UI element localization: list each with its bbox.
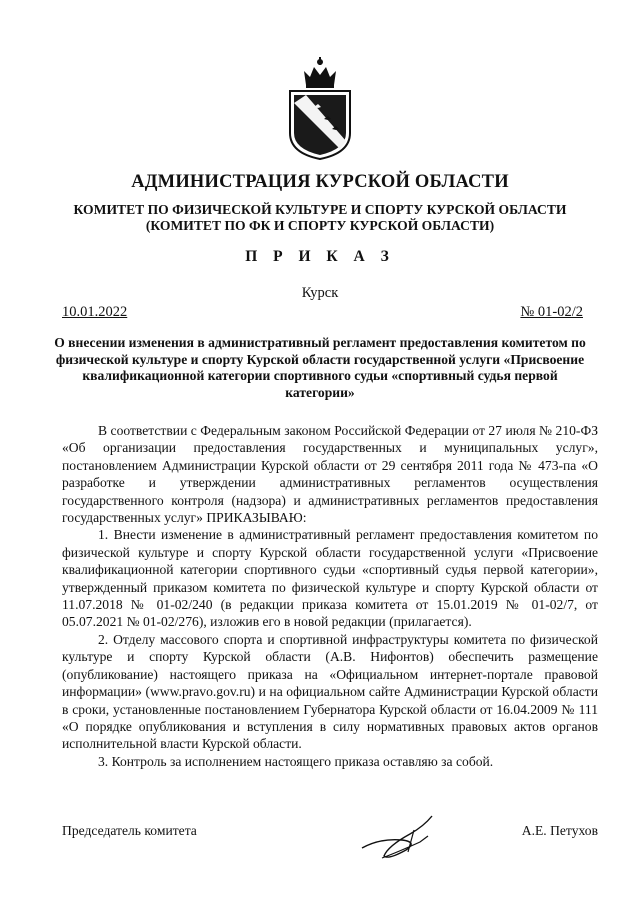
document-date: 10.01.2022 — [62, 304, 128, 320]
committee-name-line1: КОМИТЕТ ПО ФИЗИЧЕСКОЙ КУЛЬТУРЕ И СПОРТУ КУРСКОЙ ОБЛАСТИ — [73, 202, 567, 217]
signatory-name: А.Е. Петухов — [521, 823, 598, 838]
committee-name — [0, 202, 640, 234]
signatory-title: Председатель комитета — [62, 823, 197, 838]
preamble-paragraph: В соответствии с Федеральным законом Российской Федерации от 27 июля № 210-ФЗ «Об организации предоставления государственных и муниципальных услуг», постановлением Администрации Курской области от 29 сентября 2011 года № 473-па «О разработке и утверждении административных регламентов осуществления государственного контроля (надзора) и административных регламентов предоставления государственных услуг» ПРИКАЗЫВАЮ: — [62, 423, 598, 526]
order-item-1: 1. Внести изменение в административный регламент предоставления комитетом по физической культуре и спорту Курской области государственной услуги «Присвоение квалификационной категории спортивного судьи «спортивный судья первой категории», утвержденный приказом комитета по физической культуре и спорту Курской области от 11.07.2018 № 01-02/240 (в редакции приказа комитета от 15.01.2019 № 01-02/7, от 05.07.2021 № 01-02/276), изложив его в новой редакции (прилагается). — [62, 527, 598, 630]
city-label: Курск — [301, 285, 339, 301]
document-number: № 01-02/2 — [520, 304, 583, 320]
document-type-heading: П Р И К А З — [245, 248, 395, 265]
order-item-2: 2. Отделу массового спорта и спортивной инфраструктуры комитета по физической культуре и спорту Курской области (А.В. Нифонтов) обеспечить размещение (опубликование) настоящего приказа на «Официальном интернет-портале правовой информации» (www.pravo.gov.ru) и на официальном сайте Администрации Курской области в сроки, установленные постановлением Губернатора Курской области от 16.04.2009 № 111 «О порядке опубликования и вступления в силу нормативных правовых актов органов исполнительной власти Курской области. — [62, 631, 598, 752]
handwritten-signature-icon — [358, 812, 440, 864]
document-subject: О внесении изменения в административный регламент предоставления комитетом по физической культуре и спорту Курской области государственной услуги «Присвоение квалификационной категории спортивного судьи «спортивный судья первой категории» — [54, 335, 586, 400]
committee-name-line2: (КОМИТЕТ ПО ФК И СПОРТУ КУРСКОЙ ОБЛАСТИ) — [145, 218, 495, 233]
order-item-3: 3. Контроль за исполнением настоящего приказа оставляю за собой. — [98, 753, 494, 769]
document-body — [62, 422, 598, 770]
administration-title: АДМИНИСТРАЦИЯ КУРСКОЙ ОБЛАСТИ — [131, 172, 509, 192]
kursk-coat-of-arms-icon — [284, 55, 356, 161]
